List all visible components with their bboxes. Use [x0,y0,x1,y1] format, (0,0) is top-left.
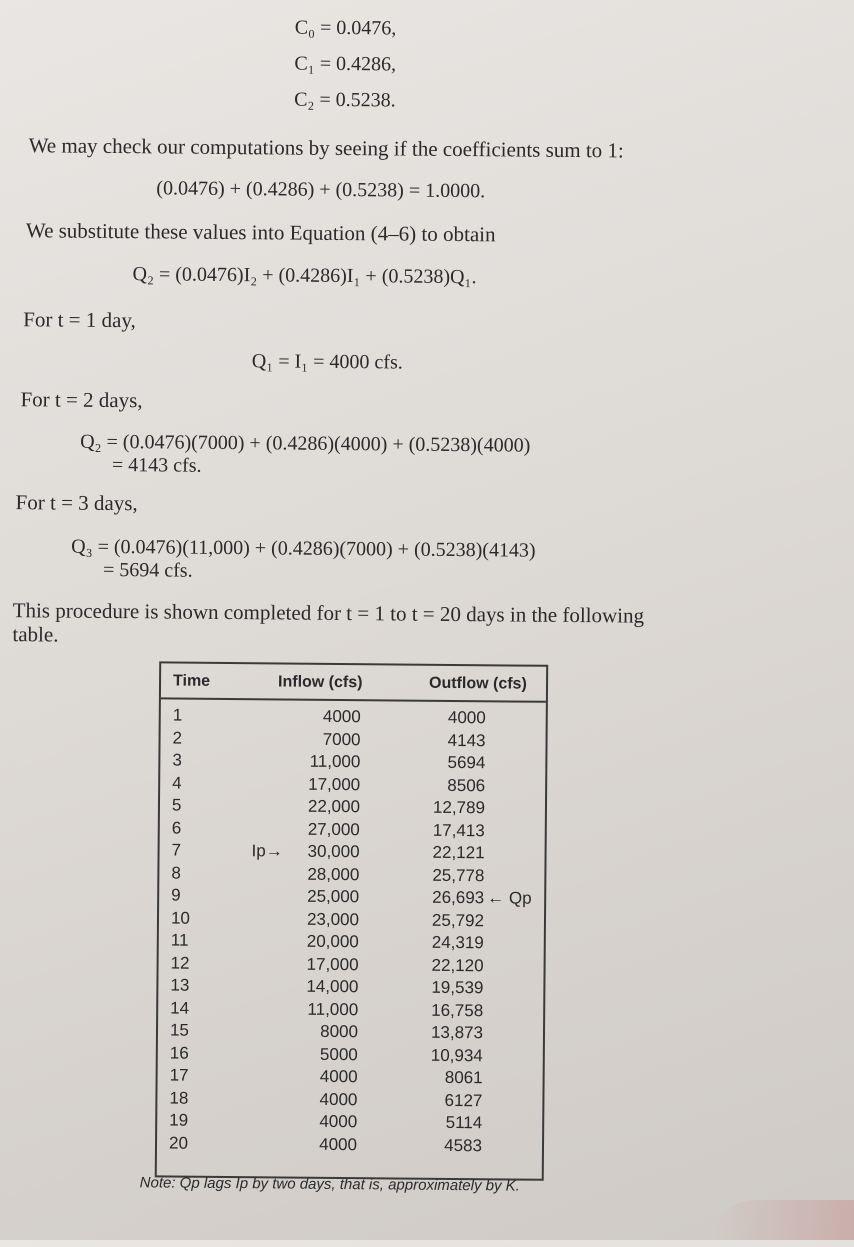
routing-table [155,661,548,1180]
outflow-cell: 6127 [444,1090,483,1110]
page-edge-shadow [714,1200,854,1240]
outflow-cell: 4000 [447,707,486,728]
outflow-cell: 10,934 [430,1045,483,1065]
time-cell: 11 [170,930,189,950]
time-cell: 17 [169,1065,189,1085]
inflow-cell: 4000 [319,1111,358,1132]
check-text: We may check our computations by seeing if the coefficients sum to 1: [28,133,624,163]
time-cell: 14 [170,998,190,1018]
outflow-cell: 13,873 [430,1022,484,1043]
outflow-cell: 4143 [447,730,486,750]
time-cell: 15 [169,1020,190,1040]
check-equation: (0.0476) + (0.4286) + (0.5238) = 1.0000. [156,177,486,203]
table-note: Note: Qp lags Ip by two days, that is, approximately by K. [139,1174,520,1195]
inflow-cell: 17,000 [308,774,361,794]
header-outflow: Outflow (cfs) [428,674,527,693]
time-cell: 6 [171,818,182,838]
time-cell: 20 [168,1133,189,1153]
outflow-cell: 22,120 [431,955,484,975]
inflow-cell: 17,000 [306,954,359,974]
time-cell: 8 [171,863,181,883]
t3-equation-line2: = 5694 cfs. [102,558,193,582]
inflow-cell: 4000 [319,1089,358,1109]
inflow-cell: 7000 [322,729,361,749]
procedure-text: This procedure is shown completed for t = 1 to t = 20 days in the following table. [12,598,645,647]
coefficient-c1: C₁ = 0.4286, [294,52,397,76]
outflow-cell: 5114 [445,1112,483,1133]
outflow-cell: 16,758 [431,1000,484,1020]
inflow-cell: 11,000 [307,999,359,1019]
t2-equation-line1: Q₂ = (0.0476)(7000) + (0.4286)(4000) + (0.5238)(4000) [80,430,531,457]
t3-label: For t = 3 days, [15,490,138,516]
time-cell: 10 [170,908,191,928]
time-cell: 9 [171,885,181,905]
time-cell: 5 [171,795,182,815]
header-time: Time [172,672,211,690]
outflow-cell: 22,121 [432,842,485,863]
inflow-column [252,705,361,1156]
inflow-cell: 8000 [320,1021,359,1042]
time-cell: 4 [172,773,182,793]
inflow-cell: 30,000 [307,841,360,862]
t1-equation: Q₁ = I₁ = 4000 cfs. [251,350,403,374]
substitute-text: We substitute these values into Equation (4–6) to obtain [25,218,496,247]
t2-equation-line2: = 4143 cfs. [111,453,202,477]
time-cell: 12 [170,953,190,973]
inflow-cell: 23,000 [306,909,360,929]
time-cell: 18 [169,1088,189,1108]
outflow-cell: 5694 [447,752,486,773]
outflow-cell: 25,778 [432,865,485,885]
time-cell: 2 [172,728,183,748]
inflow-cell: 20,000 [306,931,359,952]
inflow-cell: 28,000 [307,864,360,884]
inflow-cell: 4000 [319,1066,358,1087]
outflow-cell: 25,792 [431,910,485,930]
time-cell: 16 [169,1043,189,1063]
inflow-cell: 4000 [322,706,361,727]
time-cell: 3 [172,750,182,770]
outflow-cell: 26,693 [432,887,485,908]
outflow-cell: 12,789 [432,797,486,818]
outflow-cell: 19,539 [431,977,484,998]
inflow-cell: 25,000 [307,886,360,907]
time-cell: 19 [169,1110,189,1130]
table-header [161,663,546,702]
time-cell: 1 [172,705,183,725]
t3-equation-line1: Q₃ = (0.0476)(11,000) + (0.4286)(7000) + (0.5238)(4143) [71,535,536,562]
outflow-cell: 8506 [447,775,486,795]
inflow-cell: 5000 [319,1044,358,1064]
coefficient-c0: C₀ = 0.0476, [294,16,397,40]
outflow-cell: 4583 [444,1135,483,1155]
time-cell: 7 [171,840,182,860]
inflow-cell: 14,000 [306,976,359,997]
inflow-cell: 4000 [319,1134,358,1154]
t2-label: For t = 2 days, [20,387,143,413]
outflow-column [397,707,486,1158]
main-equation: Q₂ = (0.0476)I₂ + (0.4286)I₁ + (0.5238)Q₁. [132,263,477,289]
inflow-cell: 27,000 [307,819,360,839]
outflow-cell: 17,413 [432,820,485,840]
coefficient-c2: C₂ = 0.5238. [294,88,396,112]
time-column [169,705,213,1155]
inflow-peak-marker: Ip→ [251,841,283,861]
outflow-cell: 8061 [444,1067,483,1088]
header-inflow: Inflow (cfs) [277,673,363,692]
inflow-cell: 11,000 [309,751,361,772]
outflow-peak-marker: ← Qp [487,888,532,908]
t1-label: For t = 1 day, [23,307,136,333]
time-cell: 13 [170,975,190,995]
inflow-cell: 22,000 [307,796,361,817]
outflow-cell: 24,319 [431,932,484,953]
